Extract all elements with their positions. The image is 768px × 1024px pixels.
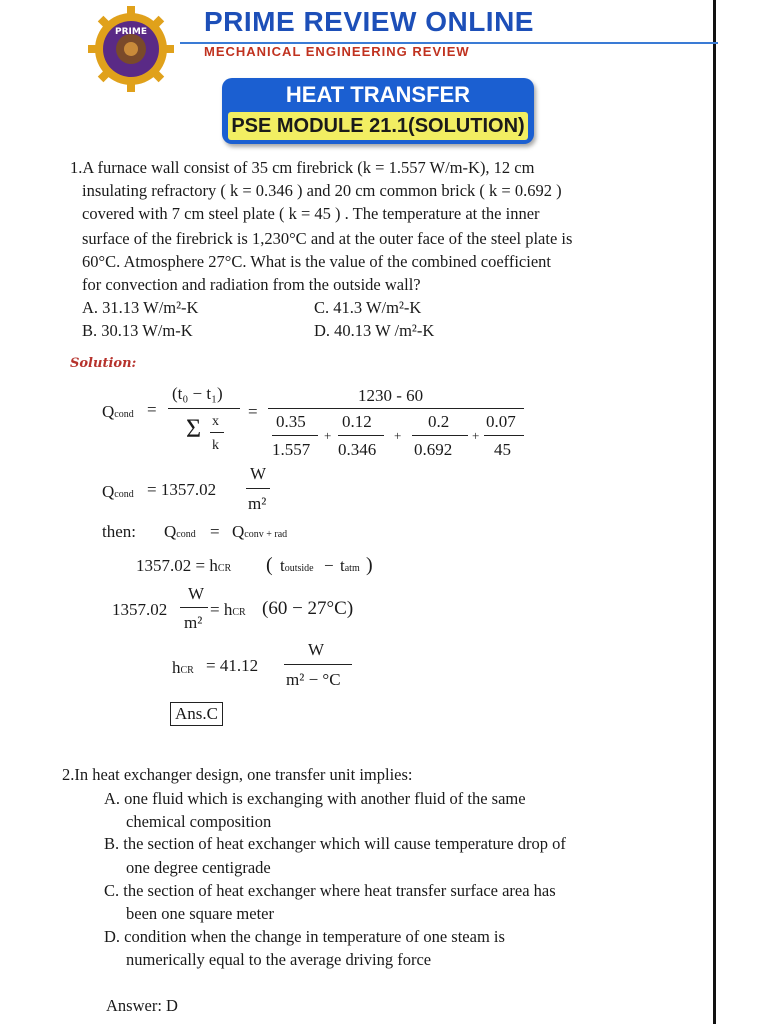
equals-3: =	[210, 522, 220, 541]
q1-line-6: for convection and radiation from the outside wall?	[82, 275, 421, 294]
gear-logo-icon	[86, 4, 176, 94]
q2-choice-c-1: C. the section of heat exchanger where heat transfer surface area has	[104, 881, 556, 900]
term-4-num: 0.07	[486, 412, 516, 431]
q2-choice-b-1: B. the section of heat exchanger which will cause temperature drop of	[104, 834, 566, 853]
numerator-right: 1230 - 60	[358, 386, 424, 405]
unit-m2c: m² − °C	[286, 670, 341, 689]
term-4-line	[484, 435, 524, 436]
paren-close-1: )	[366, 554, 373, 576]
term-1-line	[272, 435, 318, 436]
qcond-symbol-3: Qcond	[164, 522, 196, 541]
unit-line-1	[246, 488, 270, 489]
plus-3: +	[472, 428, 480, 443]
plus-1: +	[324, 428, 332, 443]
term-4-den: 45	[494, 440, 511, 459]
page-edge	[713, 0, 716, 1024]
unit-m2-2: m²	[184, 613, 203, 632]
term-2-den: 0.346	[338, 440, 377, 459]
logo-text: PRIME	[115, 27, 147, 37]
eq5-paren: (60 − 27°C)	[262, 598, 354, 619]
then-label: then:	[102, 522, 136, 541]
solution-label: Solution:	[70, 356, 137, 371]
q1-choice-a: A. 31.13 W/m²-K	[82, 298, 199, 317]
sigma-k: k	[212, 438, 219, 453]
unit-line-3	[284, 664, 352, 665]
x-over-k-line	[210, 432, 224, 433]
term-2-line	[338, 435, 384, 436]
term-3-num: 0.2	[428, 412, 450, 431]
q1-line-1: 1.A furnace wall consist of 35 cm firebrick (k = 1.557 W/m-K), 12 cm	[70, 158, 535, 177]
term-3-line	[412, 435, 468, 436]
q1-line-3: covered with 7 cm steel plate ( k = 45 ) . The temperature at the inner	[82, 204, 540, 223]
t-outside: toutside	[280, 556, 314, 575]
plus-2: +	[394, 428, 402, 443]
fraction-line-left	[168, 408, 240, 409]
paren-open-1: (	[266, 554, 273, 576]
module-badge	[222, 78, 534, 144]
q2-choice-b-2: one degree centigrade	[126, 858, 271, 877]
q1-line-5: 60°C. Atmosphere 27°C. What is the value of the combined coefficient	[82, 252, 551, 271]
term-2-num: 0.12	[342, 412, 372, 431]
q1-line-4: surface of the firebrick is 1,230°C and at the outer face of the steel plate is	[82, 229, 573, 248]
unit-line-2	[180, 607, 208, 608]
q2-stem: 2.In heat exchanger design, one transfer unit implies:	[62, 765, 413, 784]
unit-m2-1: m²	[248, 494, 267, 513]
brand-subtitle: MECHANICAL ENGINEERING REVIEW	[204, 44, 470, 59]
badge-title: HEAT TRANSFER	[285, 82, 471, 107]
q1-line-2: insulating refractory ( k = 0.346 ) and 20 cm common brick ( k = 0.692 )	[82, 181, 562, 200]
q2-answer: Answer: D	[106, 996, 178, 1015]
eq5-left: 1357.02	[112, 600, 168, 619]
equals-2: =	[248, 402, 258, 421]
eq4-left: 1357.02 = hCR	[136, 556, 232, 575]
unit-w-1: W	[250, 464, 267, 483]
qconv-symbol: Qconv + rad	[232, 522, 288, 541]
q1-choice-c: C. 41.3 W/m²-K	[314, 298, 422, 317]
term-1-den: 1.557	[272, 440, 311, 459]
unit-w-3: W	[308, 640, 325, 659]
t-atm: tatm	[340, 556, 360, 575]
q1-choice-d: D. 40.13 W /m²-K	[314, 321, 435, 340]
q2-choice-d-1: D. condition when the change in temperature of one steam is	[104, 927, 505, 946]
hcr-symbol: hCR	[172, 658, 194, 677]
equals-1: =	[147, 400, 157, 419]
term-1-num: 0.35	[276, 412, 306, 431]
hcr-value: = 41.12	[206, 656, 259, 675]
qcond-symbol-1: Qcond	[102, 402, 134, 421]
q2-choice-a-1: A. one fluid which is exchanging with another fluid of the same	[104, 789, 526, 808]
q2-choice-d-2: numerically equal to the average driving force	[126, 950, 432, 969]
answer-box: Ans.C	[170, 702, 223, 726]
q1-choice-b: B. 30.13 W/m-K	[82, 321, 193, 340]
q2-choice-a-2: chemical composition	[126, 812, 272, 831]
q2-choice-c-2: been one square meter	[126, 904, 274, 923]
brand-title: PRIME REVIEW ONLINE	[204, 6, 534, 37]
eq5-right: = hCR	[210, 600, 246, 619]
fraction-line-right	[268, 408, 524, 409]
minus-sign: −	[324, 556, 334, 575]
temp-difference: (t₀ − t₁)	[172, 384, 223, 403]
sigma-x: x	[212, 414, 219, 429]
unit-w-2: W	[188, 584, 205, 603]
term-3-den: 0.692	[414, 440, 453, 459]
qcond-value: = 1357.02	[147, 480, 217, 499]
qcond-symbol-2: Qcond	[102, 482, 134, 501]
badge-module: PSE MODULE 21.1(SOLUTION)	[228, 112, 528, 140]
sigma-symbol: Σ	[186, 414, 202, 443]
